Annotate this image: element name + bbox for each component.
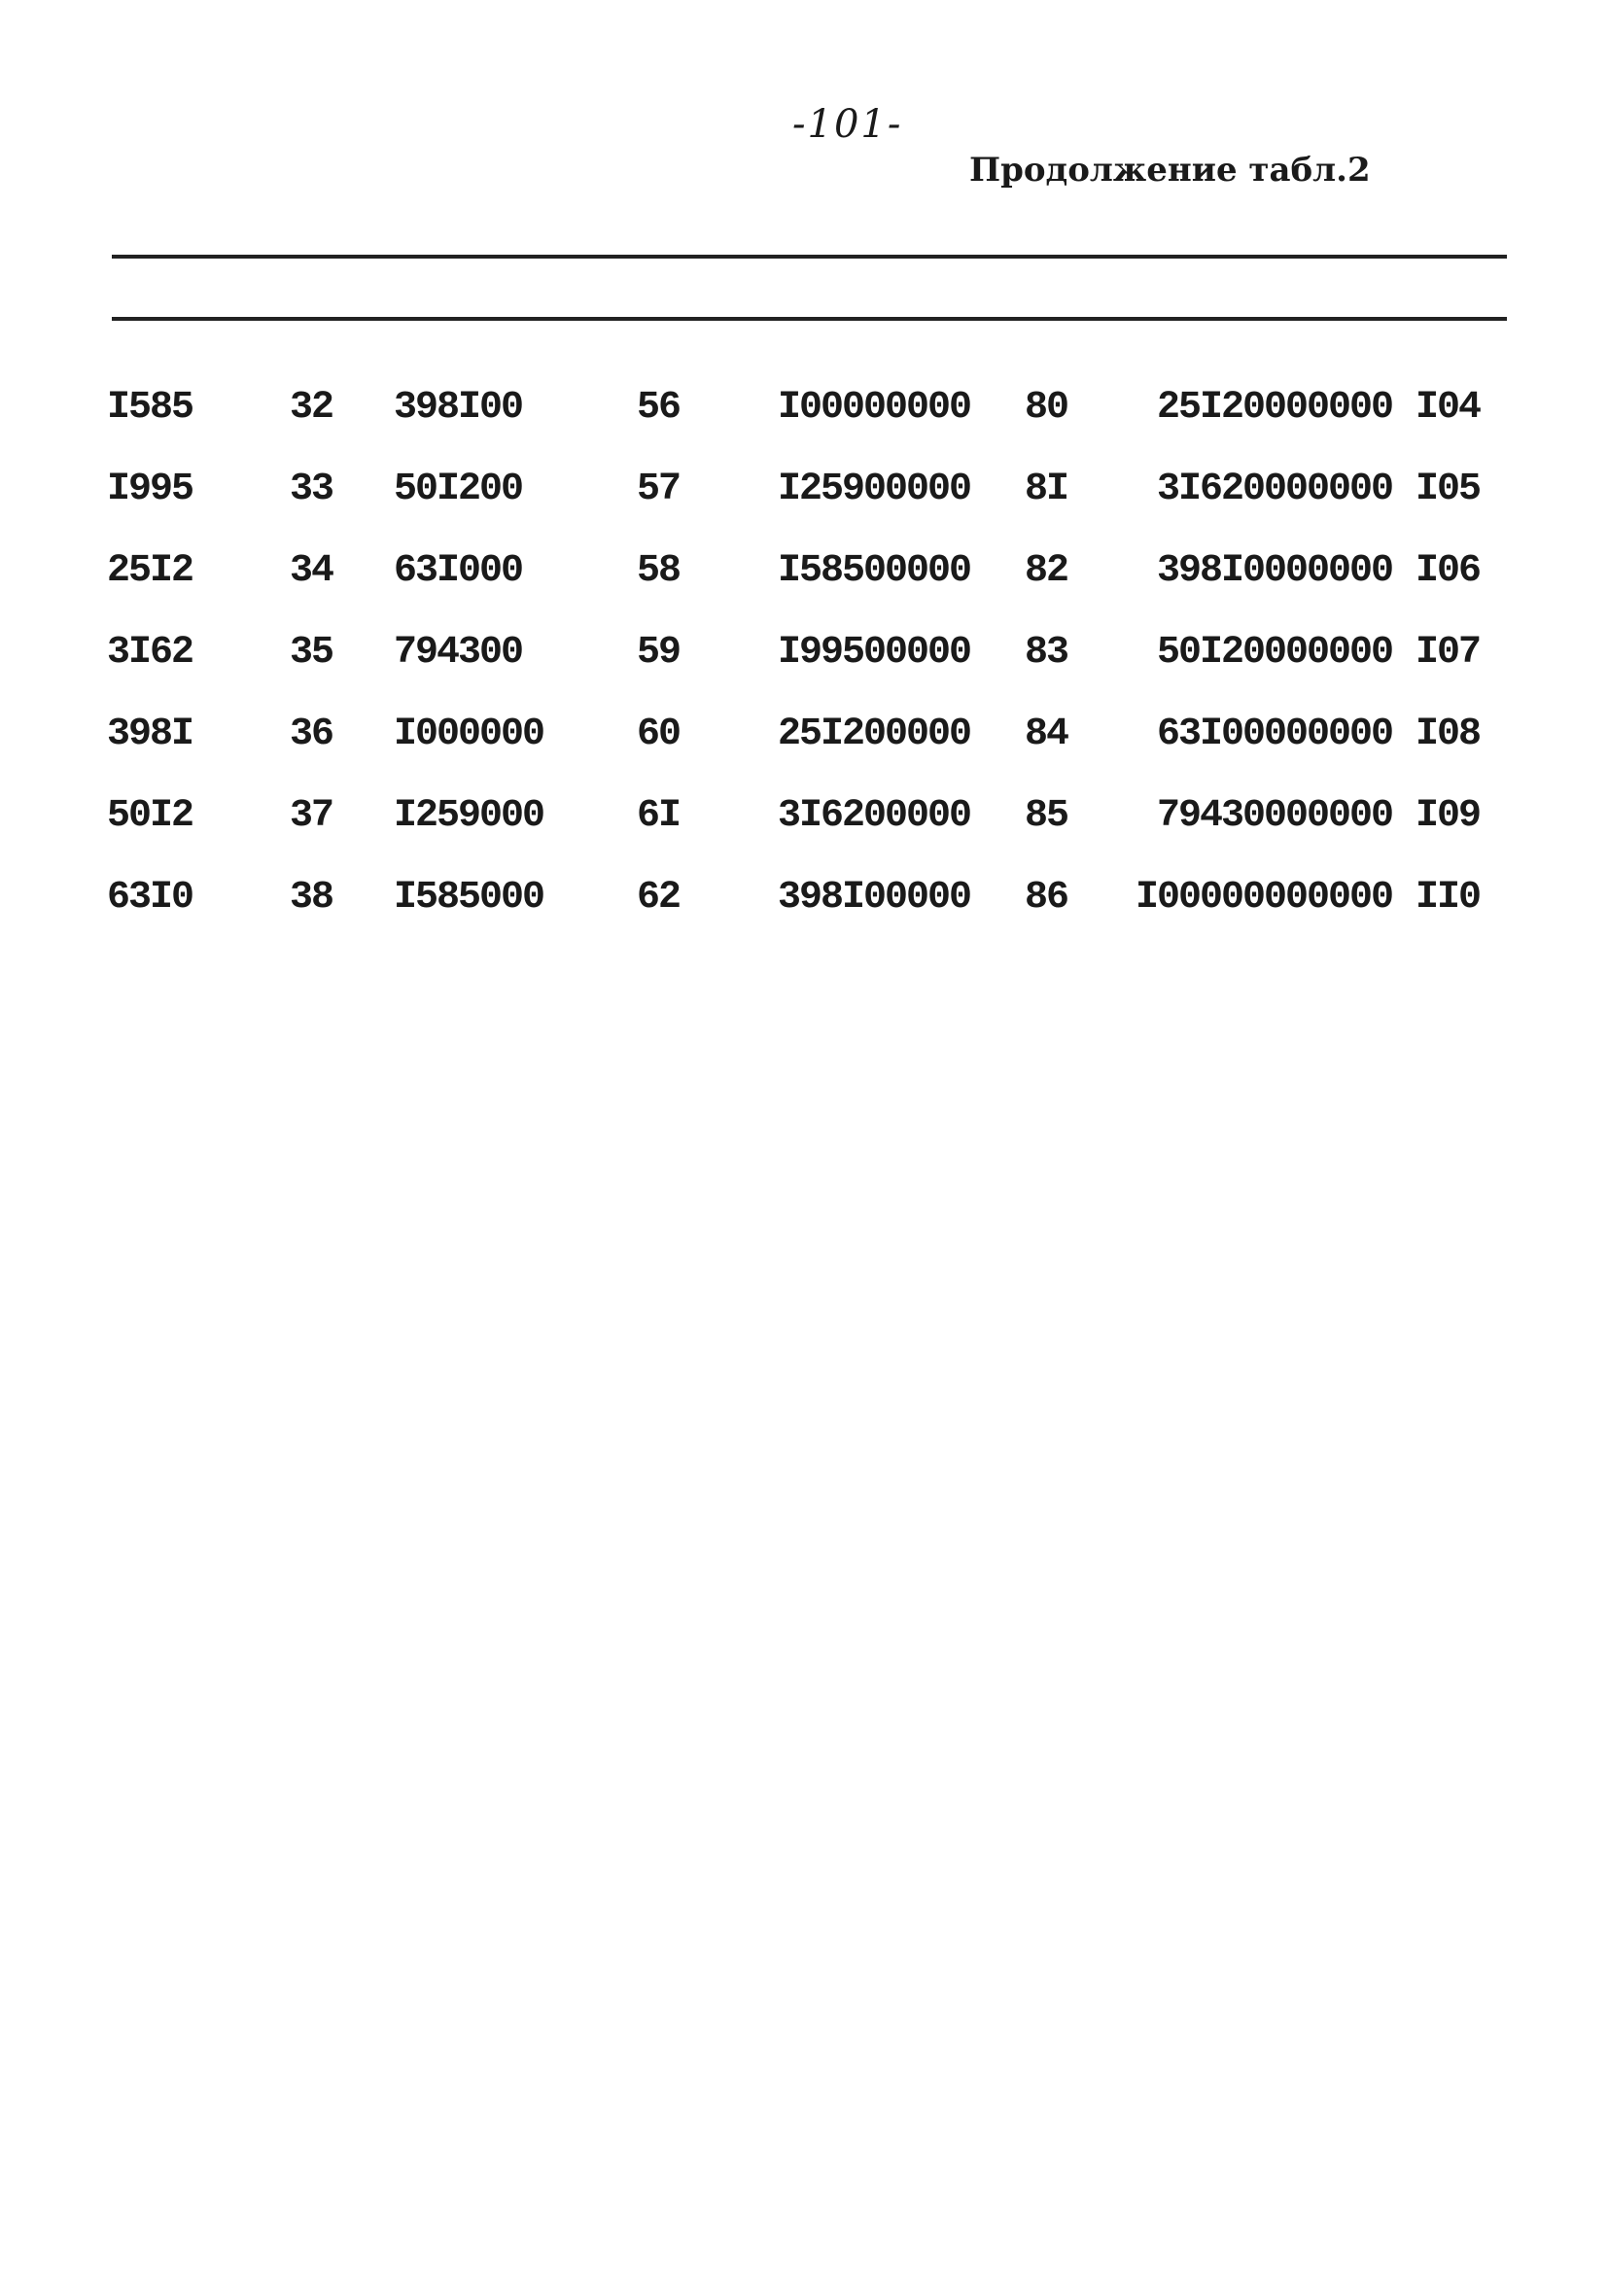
table-cell: 50I20000000	[1156, 631, 1392, 675]
table-cell: 82	[1025, 549, 1068, 593]
table-row	[0, 384, 1608, 466]
table-cell: I05	[1416, 468, 1481, 511]
table-cell: 36	[290, 713, 333, 756]
table-cell: 56	[637, 386, 681, 430]
table-cell: 398I00000	[778, 876, 971, 920]
table-cell: I06	[1416, 549, 1481, 593]
table-row	[0, 466, 1608, 547]
table-row	[0, 792, 1608, 874]
table-cell: I585000	[394, 876, 544, 920]
table-cell: 33	[290, 468, 333, 511]
table-cell: 37	[290, 794, 333, 838]
table-cell: 25I20000000	[1156, 386, 1392, 430]
table-cell: 86	[1025, 876, 1068, 920]
table-cell: 85	[1025, 794, 1068, 838]
table-cell: 58	[637, 549, 681, 593]
table-cell: I00000000000	[1135, 876, 1392, 920]
table-cell: 62	[637, 876, 681, 920]
table-header-rule	[112, 317, 1507, 321]
table-cell: 8I	[1025, 468, 1068, 511]
table-cell: 80	[1025, 386, 1068, 430]
table-row	[0, 711, 1608, 792]
page-number: -101-	[792, 102, 903, 147]
table-cell: 35	[290, 631, 333, 675]
table-cell: I585	[107, 386, 193, 430]
table-cell: 3I6200000	[778, 794, 971, 838]
table-cell: II0	[1416, 876, 1481, 920]
table-cell: 57	[637, 468, 681, 511]
table-cell: 63I000	[394, 549, 523, 593]
table-cell: I995	[107, 468, 193, 511]
table-cell: 25I200000	[778, 713, 971, 756]
table-cell: 50I200	[394, 468, 523, 511]
table-cell: I259000	[394, 794, 544, 838]
table-cell: I99500000	[778, 631, 971, 675]
table-cell: 34	[290, 549, 333, 593]
table-cell: 25I2	[107, 549, 193, 593]
table-cell: I58500000	[778, 549, 971, 593]
table-cell: I25900000	[778, 468, 971, 511]
table-cell: I00000000	[778, 386, 971, 430]
table-cell: 83	[1025, 631, 1068, 675]
table-row	[0, 629, 1608, 711]
table-cell: 6I	[637, 794, 681, 838]
table-cell: 3I620000000	[1156, 468, 1392, 511]
table-cell: 84	[1025, 713, 1068, 756]
table-cell: 398I	[107, 713, 193, 756]
table-row	[0, 874, 1608, 956]
data-table	[0, 384, 1608, 956]
table-cell: 3I62	[107, 631, 193, 675]
table-cell: 59	[637, 631, 681, 675]
table-cell: 32	[290, 386, 333, 430]
table-row	[0, 547, 1608, 629]
table-cell: 38	[290, 876, 333, 920]
table-cell: I08	[1416, 713, 1481, 756]
table-cell: 60	[637, 713, 681, 756]
table-cell: 50I2	[107, 794, 193, 838]
table-cell: 63I0	[107, 876, 193, 920]
table-cell: I000000	[394, 713, 544, 756]
table-cell: 398I0000000	[1156, 549, 1392, 593]
table-cell: I04	[1416, 386, 1481, 430]
table-cell: 79430000000	[1156, 794, 1392, 838]
table-cell: I07	[1416, 631, 1481, 675]
table-top-rule	[112, 255, 1507, 259]
table-cell: 794300	[394, 631, 523, 675]
table-cell: 63I00000000	[1156, 713, 1392, 756]
table-caption: Продолжение табл.2	[969, 151, 1371, 190]
table-cell: I09	[1416, 794, 1481, 838]
table-cell: 398I00	[394, 386, 523, 430]
